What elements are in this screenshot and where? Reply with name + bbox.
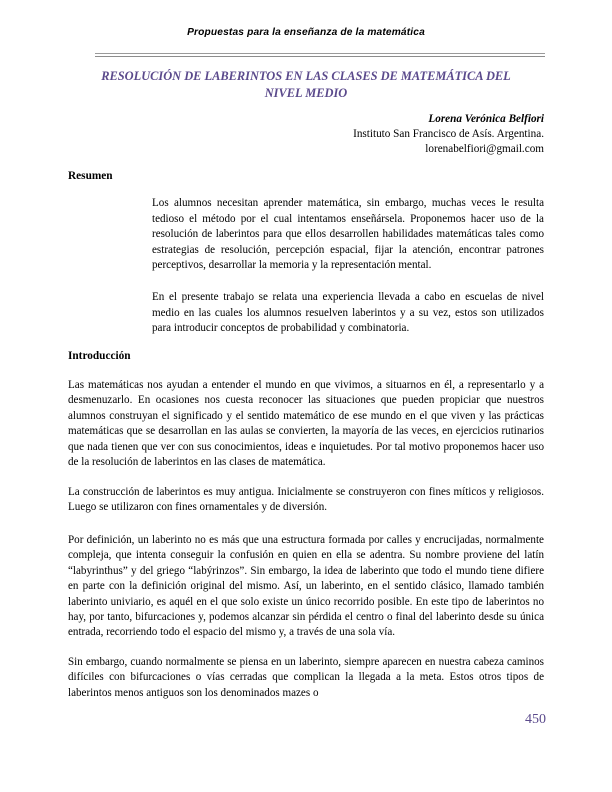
abstract-paragraph-2: En el presente trabajo se relata una experiencia llevada a cabo en escuelas de nivel medio en las cuales los alumnos resuelven laberintos y a su vez, estos son utilizados para introducir conceptos de probabilidad y combinatoria. (152, 291, 544, 334)
body-paragraph-3: Por definición, un laberinto no es más que una estructura formada por calles y encrucijadas, normalmente compleja, que intenta conseguir la confusión en quien en ella se adentra. Su nombre proviene del latín “labyrinthus” y del griego “labýrinzos”. Sin embargo, la idea de laberinto que todo el mundo tiene difiere en parte con la definición original del mismo. Así, un laberinto, en el sentido clásico, llamado también laberinto univiario, es aquél en el que solo existe un único recorrido posible. En este tipo de laberintos no hay, por tanto, bifurcaciones y, podemos alcanzar sin pérdida el centro o final del laberinto desde su única entrada, recorriendo todo el espacio del mismo y, a través de una sola vía. (68, 534, 544, 639)
abstract-paragraph-1: Los alumnos necesitan aprender matemática, sin embargo, muchas veces le resulta tedioso el método por el cual intentamos enseñársela. Proponemos hacer uso de la resolución de laberintos para que ellos desarrollen habilidades matemáticas tales como estrategias de resolución, percepción espacial, fijar la atención, encontrar patrones perceptivos, desarrollar la memoria y la representación mental. (152, 197, 544, 271)
author-email: lorenabelfiori@gmail.com (425, 142, 544, 155)
body-paragraph-2: La construcción de laberintos es muy antigua. Inicialmente se construyeron con fines míticos y religiosos. Luego se utilizaron con fines ornamentales y de diversión. (68, 486, 544, 514)
author-block (164, 112, 544, 156)
header-divider-rule (95, 53, 545, 57)
running-header: Propuestas para la enseñanza de la matemática (187, 27, 425, 38)
section-heading-resumen: Resumen (68, 170, 113, 182)
author-affiliation: Instituto San Francisco de Asís. Argentina. (353, 127, 544, 140)
divider-line-top (95, 53, 545, 54)
section-heading-introduccion: Introducción (68, 350, 131, 362)
page-title: RESOLUCIÓN DE LABERINTOS EN LAS CLASES DE MATEMÁTICA DEL NIVEL MEDIO (101, 69, 511, 100)
author-name: Lorena Verónica Belfiori (428, 113, 544, 125)
body-paragraph-1: Las matemáticas nos ayudan a entender el mundo en que vivimos, a situarnos en él, a representarlo y a desmenuzarlo. En ocasiones nos cuesta reconocer las situaciones que pueden propiciar que nuestros alumnos construyan el significado y el sentido matemático de ese mundo en el que viven y las prácticas matemáticas que se desarrollan en las aulas se convierten, la mayoría de las veces, en ejercicios rutinarios que nada tienen que ver con sus conocimientos, ideas e inquietudes. Por tal motivo proponemos hacer uso de la resolución de laberintos en las clases de matemática. (68, 379, 544, 469)
page-number: 450 (525, 712, 546, 727)
divider-line-bottom (95, 56, 545, 57)
body-paragraph-4: Sin embargo, cuando normalmente se piensa en un laberinto, siempre aparecen en nuestra cabeza caminos difíciles con bifurcaciones o vías cerradas que complican la llegada a la meta. Estos otros tipos de laberintos menos antiguos son los denominados mazes o (68, 656, 544, 699)
